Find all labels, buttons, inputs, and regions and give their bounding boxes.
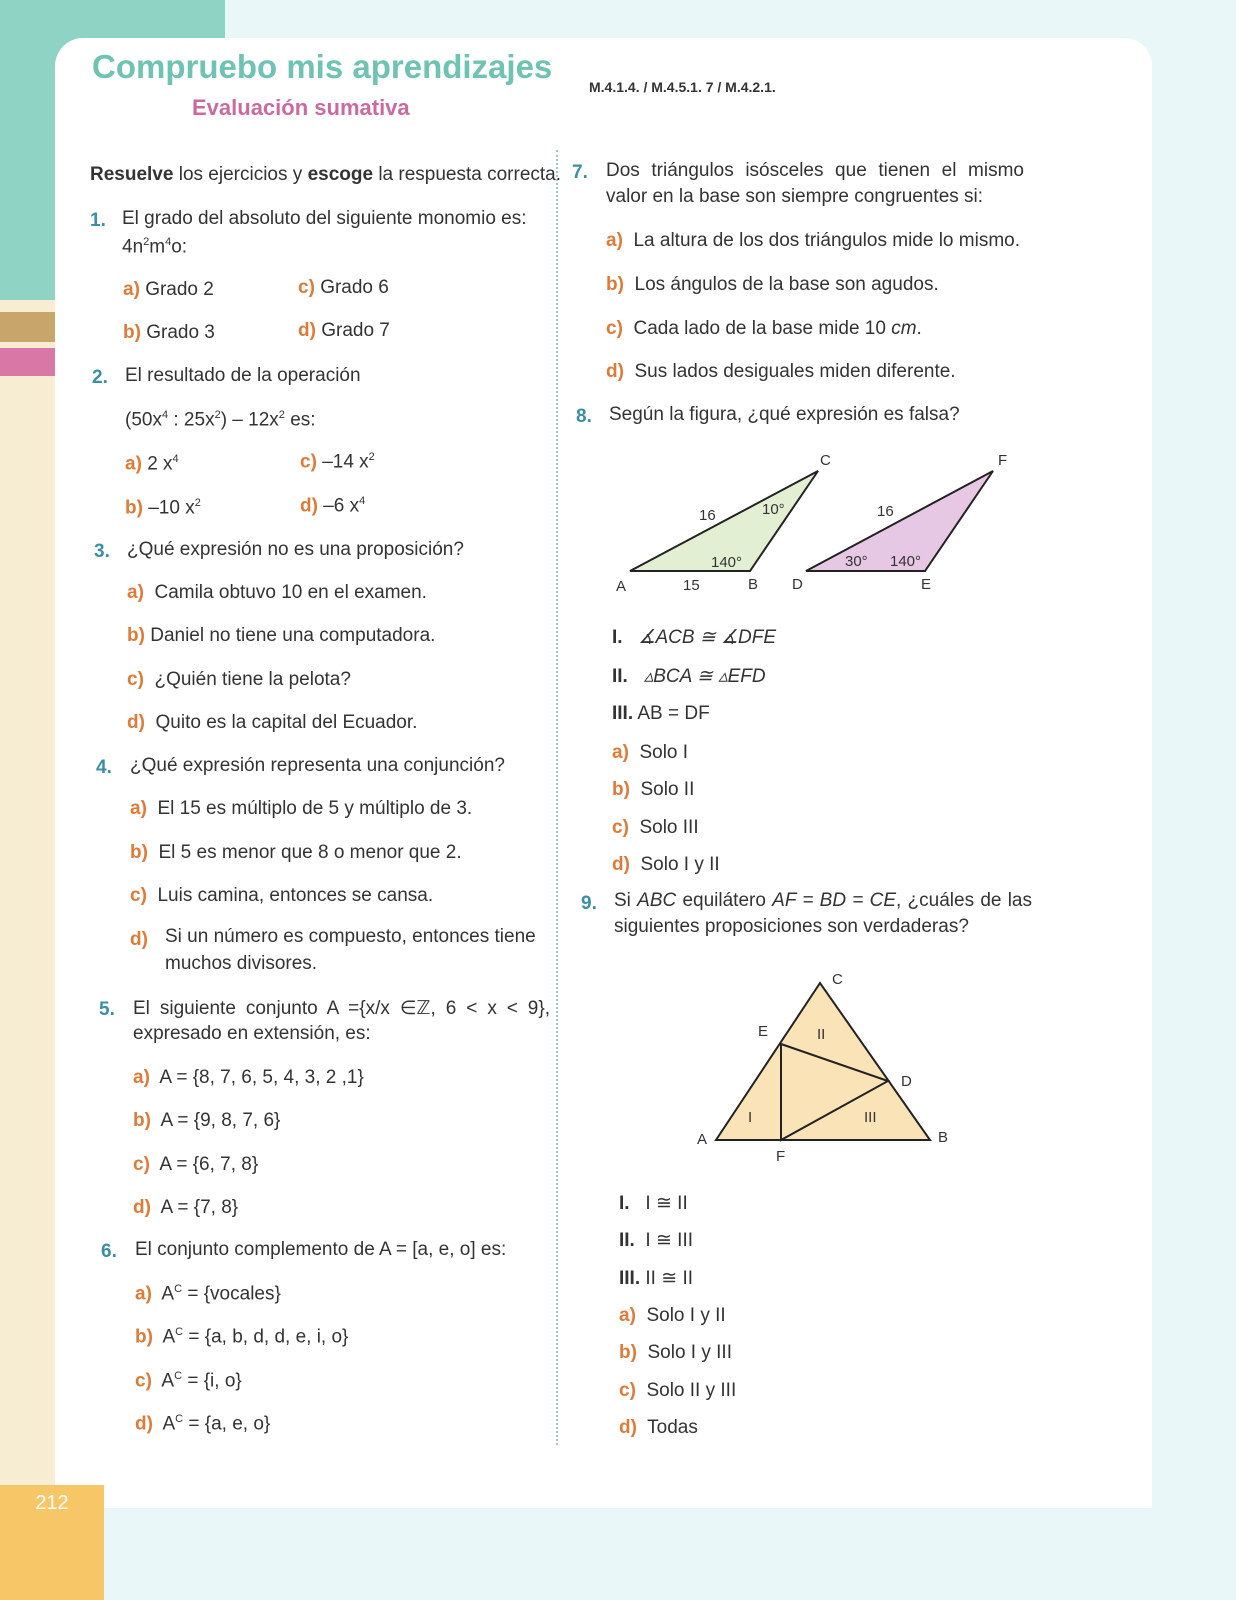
vertex-label-a: A (697, 1131, 708, 1148)
question-8-option-b[interactable]: b) Solo II (612, 779, 695, 800)
question-6-option-c[interactable]: c) $A^C = \{i$, o} (135, 1370, 242, 1392)
question-8-option-d[interactable]: d) Solo I y II (612, 854, 720, 875)
question-9-number: 9. (581, 893, 597, 914)
question-6-option-a[interactable]: a) $A^C$ = {vocales} (135, 1283, 281, 1305)
question-6-option-d[interactable]: d) $A^C = \{a$, e, o} (135, 1413, 271, 1435)
question-1-option-d[interactable]: d) Grado 7 (298, 320, 390, 341)
question-5-option-a[interactable]: a) A = {8, 7, 6, 5, 4, 3, 2 ,1} (133, 1067, 364, 1088)
question-1-text: El grado del absoluto del siguiente monomio es: (122, 208, 527, 229)
angle-label-c: 10° (762, 501, 785, 518)
region-label-3: III (864, 1109, 877, 1126)
question-2-number: 2. (92, 367, 108, 388)
question-9-statement-3: III. II ≅ II (619, 1268, 693, 1289)
vertex-label-d: D (792, 576, 803, 593)
question-4-text: ¿Qué expresión representa una conjunción? (130, 755, 505, 776)
vertex-label-d: D (901, 1073, 912, 1090)
question-5-option-d[interactable]: d) A = {7, 8} (133, 1197, 239, 1218)
vertex-label-c: C (820, 452, 831, 469)
page-title: Compruebo mis aprendizajes (92, 48, 553, 85)
side-label-ac: 16 (699, 507, 716, 524)
region-label-2: II (817, 1026, 826, 1043)
question-3-text: ¿Qué expresión no es una proposición? (127, 539, 464, 560)
question-4-option-a[interactable]: a) El 15 es múltiplo de 5 y múltiplo de 3. (130, 798, 473, 819)
question-8-text: Según la figura, ¿qué expresión es falsa? (609, 404, 960, 425)
question-9-text-line2: siguientes proposiciones son verdaderas? (614, 916, 969, 937)
vertex-label-b: B (938, 1129, 949, 1146)
region-label-1: I (748, 1109, 753, 1126)
question-8-statement-2: II. ▵BCA ≅ ▵EFD (612, 666, 766, 687)
page-number: 212 (35, 1492, 69, 1514)
question-9-text-line1: Si ABC equilátero AF = BD = CE, ¿cuáles de las (614, 890, 1032, 911)
question-3-option-c[interactable]: c) ¿Quién tiene la pelota? (127, 669, 351, 690)
question-4-number: 4. (96, 757, 112, 778)
question-4-option-d-letter: d) (130, 929, 148, 950)
curriculum-code-tag: M.4.1.4. / M.4.5.1. 7 / M.4.2.1. (577, 72, 788, 102)
question-5-number: 5. (99, 999, 115, 1020)
question-1-option-b[interactable]: b) Grado 3 (123, 322, 215, 343)
side-label-df: 16 (877, 503, 894, 520)
question-7-number: 7. (572, 162, 588, 183)
question-2-option-a[interactable]: a) 2 $x^4$ (125, 453, 179, 475)
question-3-number: 3. (94, 541, 110, 562)
question-1-number: 1. (90, 210, 106, 231)
question-9-statement-2: II. I ≅ III (619, 1230, 693, 1251)
question-9-option-a[interactable]: a) Solo I y II (619, 1305, 726, 1326)
question-4-option-c[interactable]: c) Luis camina, entonces se cansa. (130, 885, 434, 906)
vertex-label-f: F (998, 452, 1008, 469)
question-5-text-line2: expresado en extensión, es: (133, 1023, 371, 1044)
question-7-text-line2: valor en la base son siempre congruentes si: (606, 186, 984, 207)
vertex-label-e: E (758, 1023, 769, 1040)
vertex-label-e: E (921, 576, 932, 593)
question-6-text: El conjunto complemento de A = [a, e, o] es: (135, 1239, 507, 1260)
question-8-option-c[interactable]: c) Solo III (612, 817, 699, 838)
question-9-option-d[interactable]: d) Todas (619, 1417, 698, 1438)
question-7-text-line1: Dos triángulos isósceles que tienen el mismo (606, 160, 1024, 181)
question-9-statement-1: I. I ≅ II (619, 1193, 688, 1214)
side-label-ab: 15 (683, 577, 700, 594)
question-5-text-line1: El siguiente conjunto A ={x/x ∈ℤ, 6 < x < 9}, (133, 998, 550, 1019)
question-2-option-d[interactable]: d) –6 $x^4$ (300, 495, 366, 517)
question-2-option-b[interactable]: b) –10 $x^2$ (125, 497, 201, 519)
vertex-label-a: A (616, 578, 627, 595)
question-5-option-c[interactable]: c) A = {6, 7, 8} (133, 1154, 259, 1175)
angle-label-e: 140° (890, 553, 922, 570)
vertex-label-b: B (748, 576, 759, 593)
question-6-option-b[interactable]: b) $A^C = \{a$, b, d, d, e, i, o} (135, 1326, 349, 1348)
question-4-option-d[interactable]: Si un número es compuesto, entonces tiene muchos divisores. (165, 926, 536, 974)
question-4-option-b[interactable]: b) El 5 es menor que 8 o menor que 2. (130, 842, 462, 863)
question-9-option-c[interactable]: c) Solo II y III (619, 1380, 737, 1401)
vertex-label-f: F (776, 1148, 786, 1165)
question-6-number: 6. (101, 1241, 117, 1262)
question-7-option-b[interactable]: b) Los ángulos de la base son agudos. (606, 274, 939, 295)
question-7-option-d[interactable]: d) Sus lados desiguales miden diferente. (606, 361, 956, 382)
question-3-option-d[interactable]: d) Quito es la capital del Ecuador. (127, 712, 418, 733)
question-8-number: 8. (576, 406, 592, 427)
question-9-option-b[interactable]: b) Solo I y III (619, 1342, 732, 1363)
question-1-expression: $4n^2m^4o$: (122, 236, 188, 258)
page-subtitle: Evaluación sumativa (192, 95, 410, 120)
angle-label-b: 140° (711, 554, 743, 571)
question-2-option-c[interactable]: c) –14 $x^2$ (300, 451, 375, 473)
question-3-option-a[interactable]: a) Camila obtuvo 10 en el examen. (127, 582, 427, 603)
question-3-option-b[interactable]: b) Daniel no tiene una computadora. (127, 625, 436, 646)
question-2-text: El resultado de la operación (125, 365, 361, 386)
question-5-option-b[interactable]: b) A = {9, 8, 7, 6} (133, 1110, 281, 1131)
instructions: Resuelve los ejercicios y escoge la respuesta correcta. (90, 164, 562, 185)
question-1-option-a[interactable]: a) Grado 2 (123, 279, 214, 300)
question-8-statement-1: I. ∡ACB ≅ ∡DFE (612, 627, 777, 648)
question-8-option-a[interactable]: a) Solo I (612, 742, 689, 763)
question-7-option-c[interactable]: c) Cada lado de la base mide 10 cm. (606, 318, 922, 339)
vertex-label-c: C (832, 971, 843, 988)
angle-label-d: 30° (845, 553, 868, 570)
question-1-option-c[interactable]: c) Grado 6 (298, 277, 389, 298)
question-7-option-a[interactable]: a) La altura de los dos triángulos mide lo mismo. (606, 230, 1020, 251)
question-8-statement-3: III. AB = DF (612, 703, 710, 724)
question-2-expression: ($50x^4$ : $25x^2) - 12x^2$ es: (125, 409, 316, 431)
